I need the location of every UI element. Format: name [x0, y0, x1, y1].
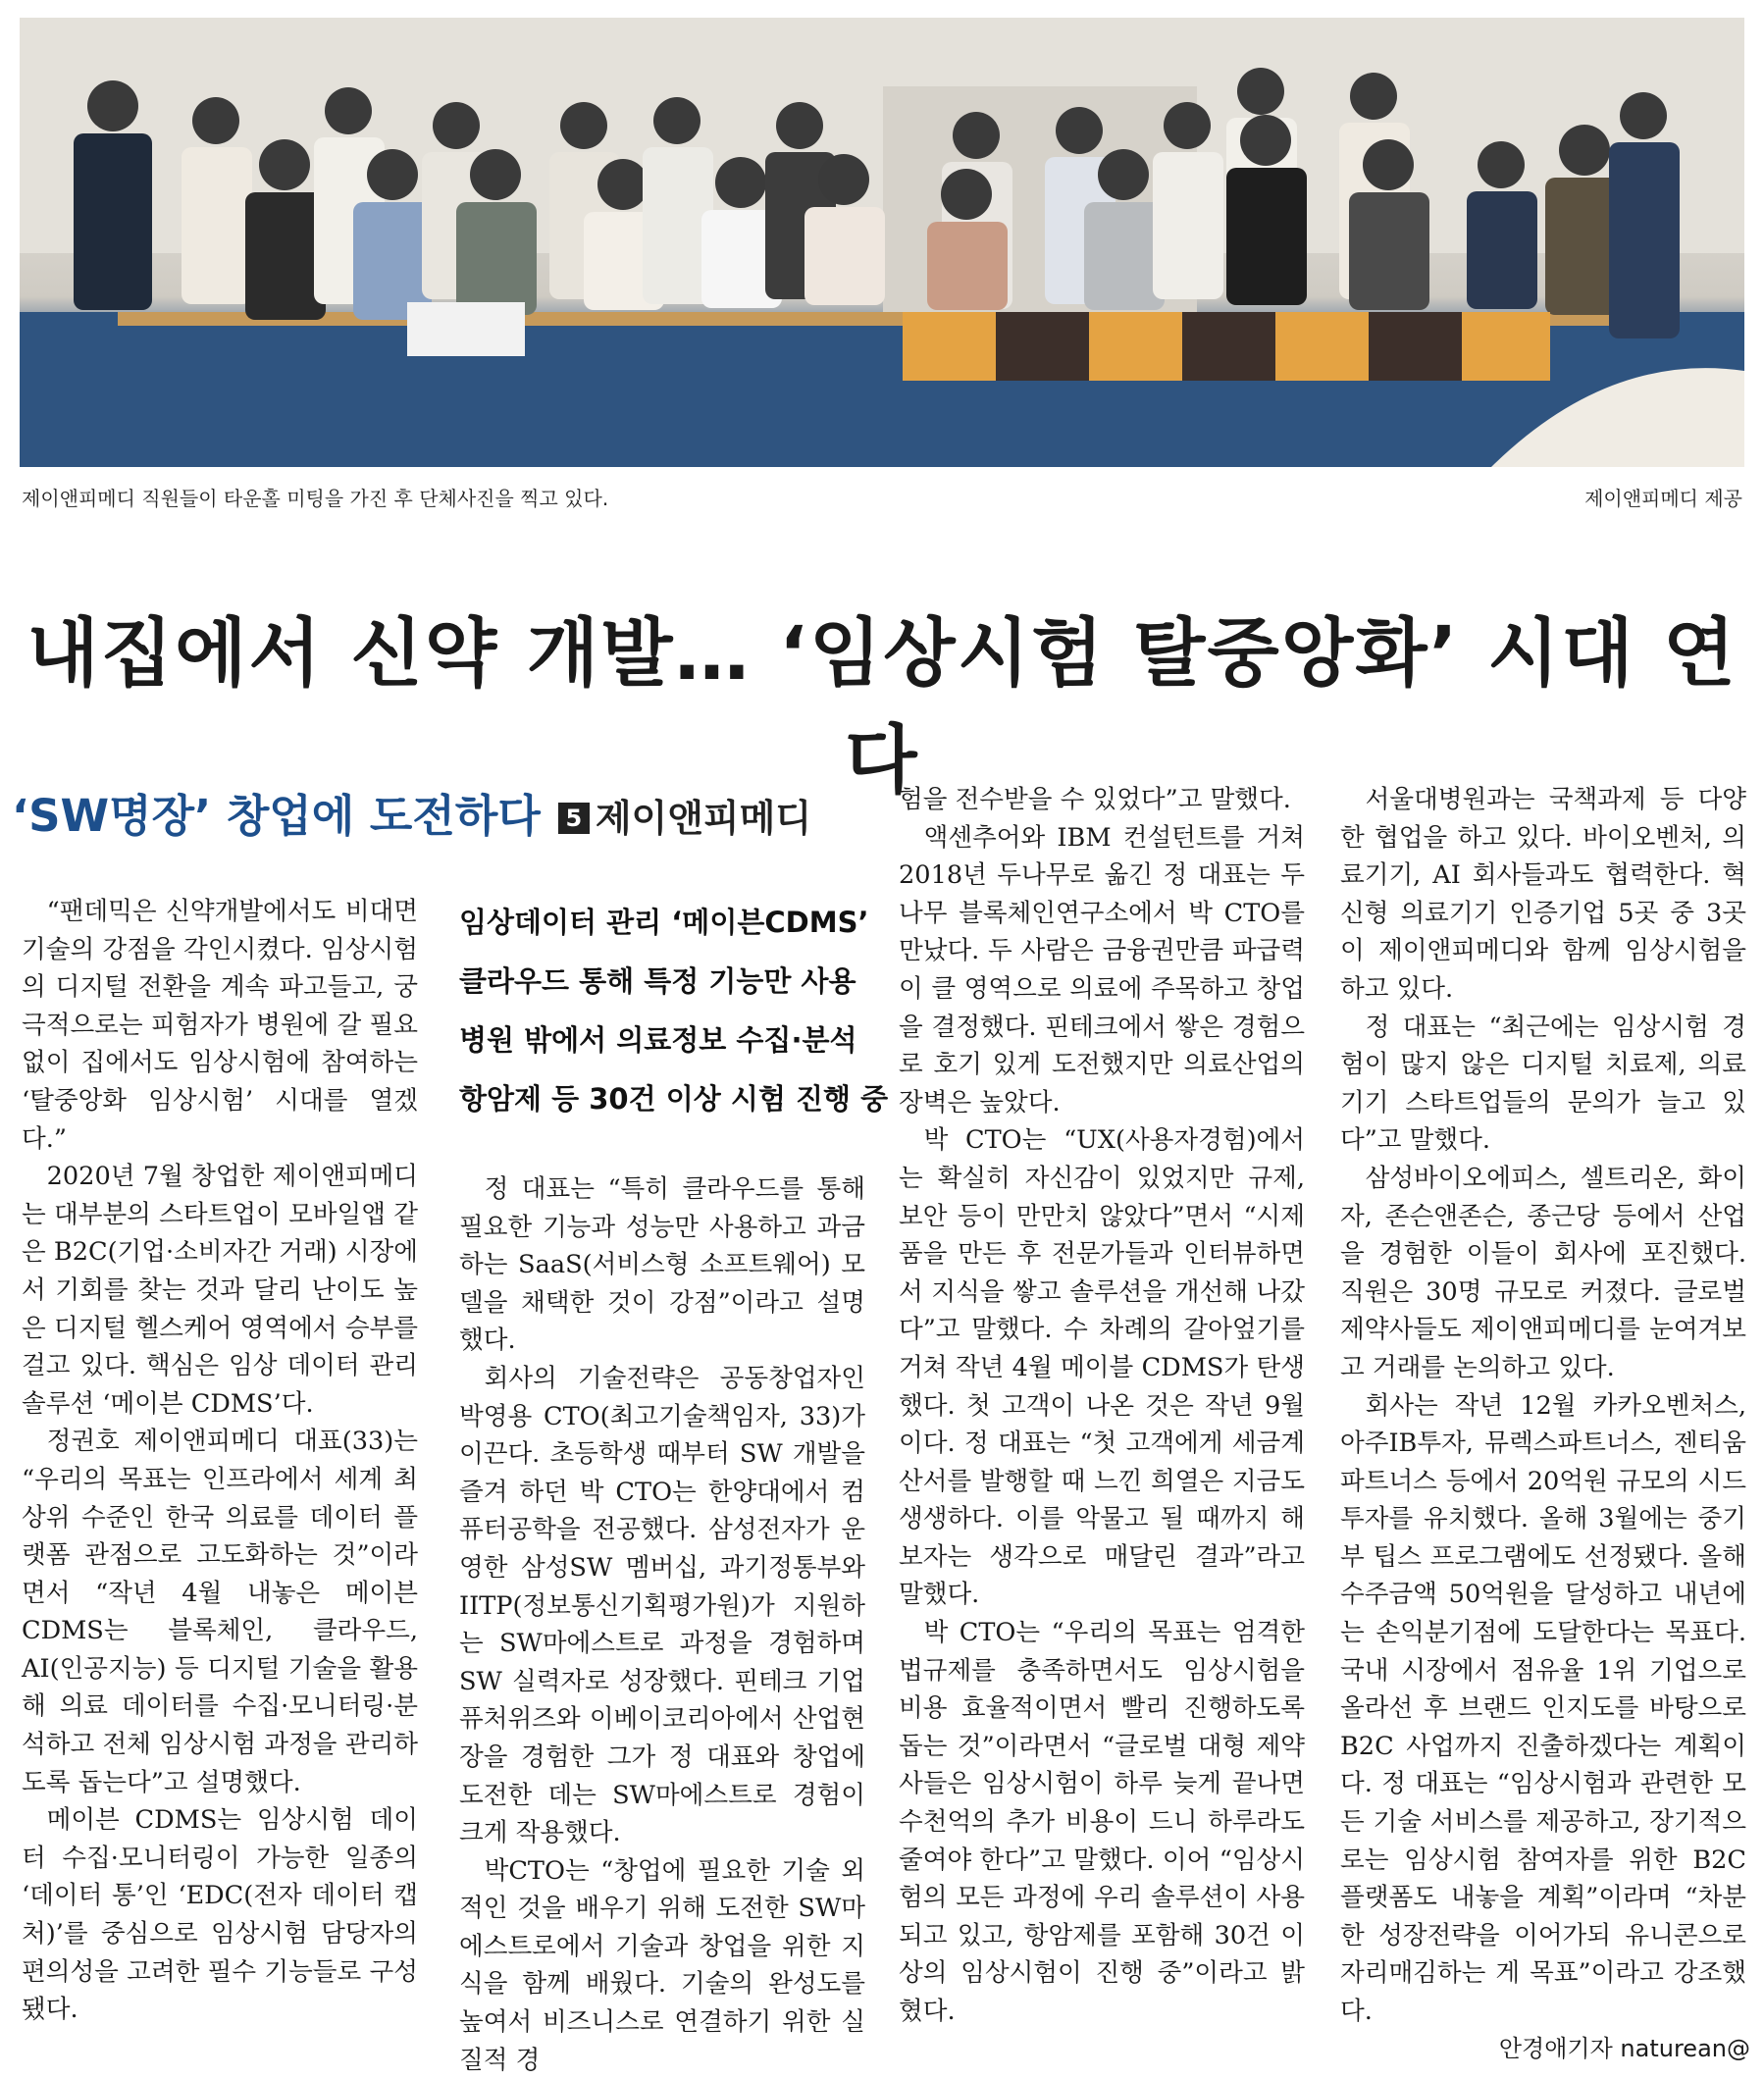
paragraph: 정 대표는 “최근에는 임상시험 경험이 많지 않은 디지털 치료제, 의료기기 스타트업들의 문의가 늘고 있다”고 말했다.	[1340, 1012, 1746, 1156]
headline: 내집에서 신약 개발… ‘임상시험 탈중앙화’ 시대 연다	[26, 609, 1738, 804]
photo-caption: 제이앤피메디 직원들이 타운홀 미팅을 가진 후 단체사진을 찍고 있다.	[22, 487, 609, 510]
series-number-badge: 5	[558, 803, 590, 834]
article-column-2	[459, 1170, 865, 2079]
paragraph: 메이븐 CDMS는 임상시험 데이터 수집·모니터링이 가능한 일종의 ‘데이터 통’인 ‘EDC(전자 데이터 캡처)’를 중심으로 임상시험 담당자의 편의성을 고려한 필수 기능들로 구성됐다.	[22, 1805, 418, 2025]
byline: 안경애기자 naturean@	[1498, 2035, 1750, 2062]
paragraph: 박 CTO는 “우리의 목표는 엄격한 법규제를 충족하면서도 임상시험을 비용 효율적이면서 빨리 진행하도록 돕는 것”이라면서 “글로벌 대형 제약사들은 임상시험이 하루 늦게 끝나면 수천억의 추가 비용이 드니 하루라도 줄여야 한다”고 말했다. 이어 “임상시험의 모든 과정에 우리 솔루션이 사용되고 있고, 항암제를 포함해 30건 이상의 임상시험이 진행 중”이라고 밝혔다.	[899, 1618, 1305, 2026]
group-photo-illustration	[20, 18, 1744, 467]
deck-line: 항암제 등 30건 이상 시험 진행 중	[459, 1082, 889, 1116]
paragraph: 서울대병원과는 국책과제 등 다양한 협업을 하고 있다. 바이오벤처, 의료기기, AI 회사들과도 협력한다. 혁신형 의료기기 인증기업 5곳 중 3곳이 제이앤피메디와 함께 임상시험을 하고 있다.	[1340, 785, 1746, 1004]
paragraph: “팬데믹은 신약개발에서도 비대면 기술의 강점을 각인시켰다. 임상시험의 디지털 전환을 계속 파고들고, 궁극적으로는 피험자가 병원에 갈 필요 없이 집에서도 임상시험에 참여하는 ‘탈중앙화 임상시험’ 시대를 열겠다.”	[22, 897, 418, 1154]
deck-line: 병원 밖에서 의료정보 수집·분석	[459, 1023, 857, 1057]
paragraph: 정권호 제이앤피메디 대표(33)는 “우리의 목표는 인프라에서 세계 최상위 수준인 한국 의료를 데이터 플랫폼 관점으로 고도화하는 것”이라면서 “작년 4월 내놓은 메이븐 CDMS는 블록체인, 클라우드, AI(인공지능) 등 디지털 기술을 활용해 의료 데이터를 수집·모니터링·분석하고 전체 임상시험 과정을 관리하도록 돕는다”고 설명했다.	[22, 1427, 418, 1797]
sub-headline-deck	[459, 893, 889, 1128]
deck-line: 임상데이터 관리 ‘메이븐CDMS’	[459, 906, 869, 939]
paragraph: 박 CTO는 “UX(사용자경험)에서는 확실히 자신감이 있었지만 규제, 보안 등이 만만치 않았다”면서 “시제품을 만든 후 전문가들과 인터뷰하면서 지식을 쌓고 솔루션을 개선해 나갔다”고 말했다. 수 차례의 갈아엎기를 거쳐 작년 4월 메이블 CDMS가 탄생했다. 첫 고객이 나온 것은 작년 9월이다. 정 대표는 “첫 고객에게 세금계산서를 발행할 때 느낀 희열은 지금도 생생하다. 이를 악물고 될 때까지 해보자는 생각으로 매달린 결과”라고 말했다.	[899, 1125, 1305, 1610]
paragraph: 회사의 기술전략은 공동창업자인 박영용 CTO(최고기술책임자, 33)가 이끈다. 초등학생 때부터 SW 개발을 즐겨 하던 박 CTO는 한양대에서 컴퓨터공학을 전공했다. 삼성전자가 운영한 삼성SW 멤버십, 과기정통부와 IITP(정보통신기획평가원)가 지원하는 SW마에스트로 과정을 경험하며 SW 실력자로 성장했다. 핀테크 기업 퓨처위즈와 이베이코리아에서 산업현장을 경험한 그가 정 대표와 창업에 도전한 데는 SW마에스트로 경험이 크게 작용했다.	[459, 1363, 865, 1848]
group-photo	[20, 18, 1744, 467]
paragraph: 험을 전수받을 수 있었다”고 말했다.	[899, 785, 1291, 814]
series-label	[12, 780, 811, 844]
paragraph: 2020년 7월 창업한 제이앤피메디는 대부분의 스타트업이 모바일앱 같은 B2C(기업·소비자간 거래) 시장에서 기회를 찾는 것과 달리 난이도 높은 디지털 헬스케어 영역에서 승부를 걸고 있다. 핵심은 임상 데이터 관리 솔루션 ‘메이븐 CDMS’다.	[22, 1162, 418, 1419]
paragraph: 삼성바이오에피스, 셀트리온, 화이자, 존슨앤존슨, 종근당 등에서 산업을 경험한 이들이 회사에 포진했다. 직원은 30명 규모로 커졌다. 글로벌 제약사들도 제이앤피메디를 눈여겨보고 거래를 논의하고 있다.	[1340, 1163, 1746, 1382]
photo-credit: 제이앤피메디 제공	[1584, 487, 1742, 510]
paragraph: 정 대표는 “특히 클라우드를 통해 필요한 기능과 성능만 사용하고 과금하는 SaaS(서비스형 소프트웨어) 모델을 채택한 것이 강점”이라고 설명했다.	[459, 1174, 865, 1356]
paragraph: 액센추어와 IBM 컨설턴트를 거쳐 2018년 두나무로 옮긴 정 대표는 두나무 블록체인연구소에서 박 CTO를 만났다. 두 사람은 금융권만큼 파급력이 클 영역으로 의료에 주목하고 창업을 결정했다. 핀테크에서 쌓은 경험으로 호기 있게 도전했지만 의료산업의 장벽은 높았다.	[899, 822, 1305, 1117]
article-column-4	[1340, 781, 1746, 2031]
article-column-1	[22, 893, 418, 2029]
paragraph: 박CTO는 “창업에 필요한 기술 외적인 것을 배우기 위해 도전한 SW마에스트로에서 기술과 창업을 위한 지식을 함께 배웠다. 기술의 완성도를 높여서 비즈니스로 연결하기 위한 실질적 경	[459, 1855, 865, 2075]
series-title: ‘SW명장’ 창업에 도전하다	[12, 790, 541, 842]
paragraph: 회사는 작년 12월 카카오벤처스, 아주IB투자, 뮤렉스파트너스, 젠티움파트너스 등에서 20억원 규모의 시드투자를 유치했다. 올해 3월에는 중기부 팁스 프로그램에도 선정됐다. 올해 수주금액 50억원을 달성하고 내년에는 손익분기점에 도달한다는 목표다. 국내 시장에서 점유율 1위 기업으로 올라선 후 브랜드 인지도를 바탕으로 B2C 사업까지 진출하겠다는 계획이다. 정 대표는 “임상시험과 관련한 모든 기술 서비스를 제공하고, 장기적으로는 임상시험 참여자를 위한 B2C 플랫폼도 내놓을 계획”이라며 “차분한 성장전략을 이어가되 유니콘으로 자리매김하는 게 목표”이라고 강조했다.	[1340, 1390, 1746, 2026]
series-company: 제이앤피메디	[595, 797, 812, 840]
article-column-3	[899, 781, 1305, 2031]
deck-line: 클라우드 통해 특정 기능만 사용	[459, 964, 856, 998]
